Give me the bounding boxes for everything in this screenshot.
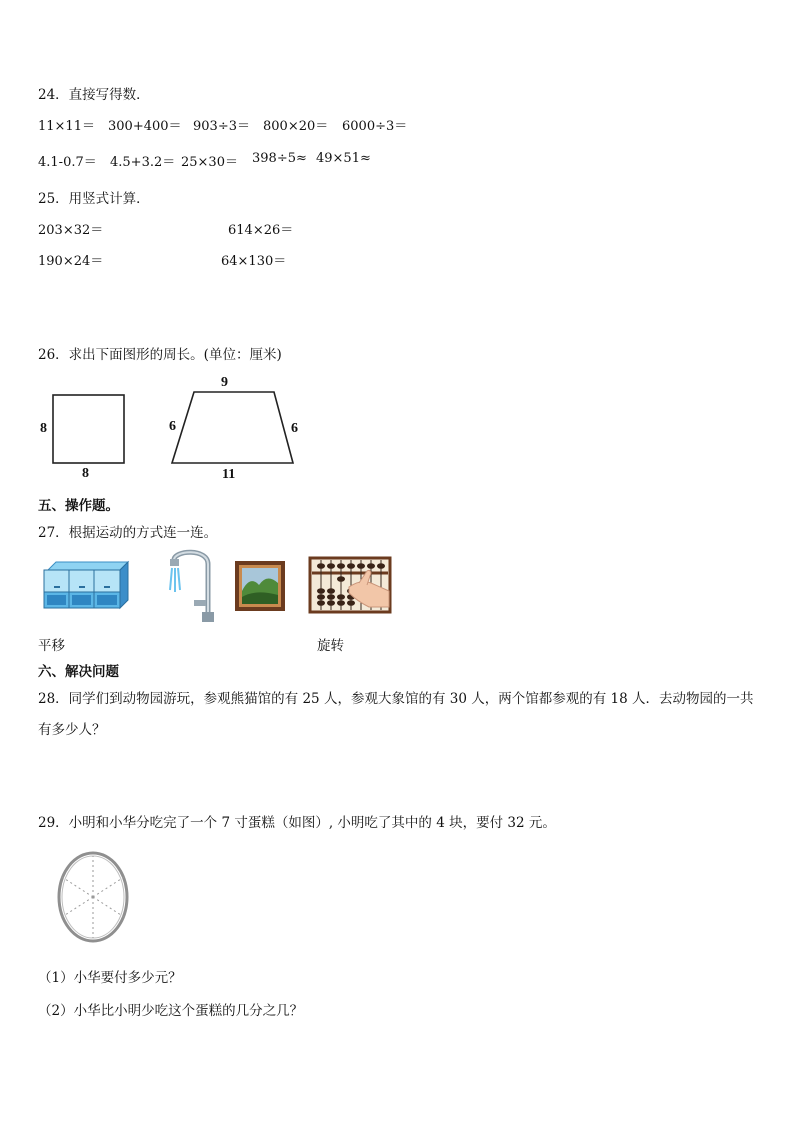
q25-item3: 190×24＝	[38, 254, 104, 269]
q24-title: 24．直接写得数．	[38, 87, 150, 103]
q27-label-rotation: 旋转	[317, 638, 344, 654]
square-bottom-label: 8	[82, 466, 89, 481]
trapezoid-shape	[172, 392, 293, 463]
trapezoid-top-label: 9	[221, 375, 228, 390]
q28-line1: 28．同学们到动物园游玩，参观熊猫馆的有 25 人，参观大象馆的有 30 人，两个馆都参观的有 18 人．去动物园的一共	[38, 691, 754, 707]
trapezoid-left-label: 6	[169, 419, 176, 434]
square-shape	[53, 395, 124, 463]
water-faucet-icon	[164, 550, 214, 624]
q25-item2: 614×26＝	[228, 223, 294, 238]
drawer-cabinet-icon	[44, 560, 128, 612]
q29-sub2: （2）小华比小明少吃这个蛋糕的几分之几？	[38, 1003, 304, 1019]
q24-row2-item1: 4.1-0.7＝	[38, 155, 97, 170]
q24-row2-item5: 49×51≈	[316, 151, 371, 166]
trapezoid-bottom-label: 11	[222, 467, 236, 482]
q24-row1-item4: 800×20＝	[263, 119, 329, 134]
q26-title: 26．求出下面图形的周长。(单位：厘米)	[38, 347, 282, 363]
q25-item1: 203×32＝	[38, 223, 104, 238]
q27-title: 27．根据运动的方式连一连。	[38, 525, 218, 541]
q24-row1-item3: 903÷3＝	[193, 119, 250, 134]
q25-title: 25．用竖式计算．	[38, 191, 150, 207]
section-5-title: 五、操作题。	[38, 498, 119, 514]
q29-sub1: （1）小华要付多少元？	[38, 970, 182, 986]
q28-line2: 有多少人？	[38, 722, 106, 738]
q24-row1-item5: 6000÷3＝	[342, 119, 408, 134]
q29-title: 29．小明和小华分吃完了一个 7 寸蛋糕（如图）, 小明吃了其中的 4 块，要付 32 元。	[38, 815, 556, 831]
square-left-label: 8	[40, 421, 47, 436]
q24-row1-item2: 300+400＝	[108, 119, 182, 134]
q24-row2-item3: 25×30＝	[181, 155, 238, 170]
q24-row1-item1: 11×11＝	[38, 119, 95, 134]
q24-row2-item4: 398÷5≈	[252, 151, 307, 166]
q27-label-translation: 平移	[38, 638, 65, 654]
trapezoid-right-label: 6	[291, 421, 298, 436]
picture-frame-icon	[235, 561, 285, 611]
section-6-title: 六、解决问题	[38, 664, 119, 680]
q24-row2-item2: 4.5+3.2＝	[110, 155, 176, 170]
abacus-icon	[309, 557, 391, 613]
q25-item4: 64×130＝	[221, 254, 287, 269]
cake-icon	[56, 851, 130, 943]
